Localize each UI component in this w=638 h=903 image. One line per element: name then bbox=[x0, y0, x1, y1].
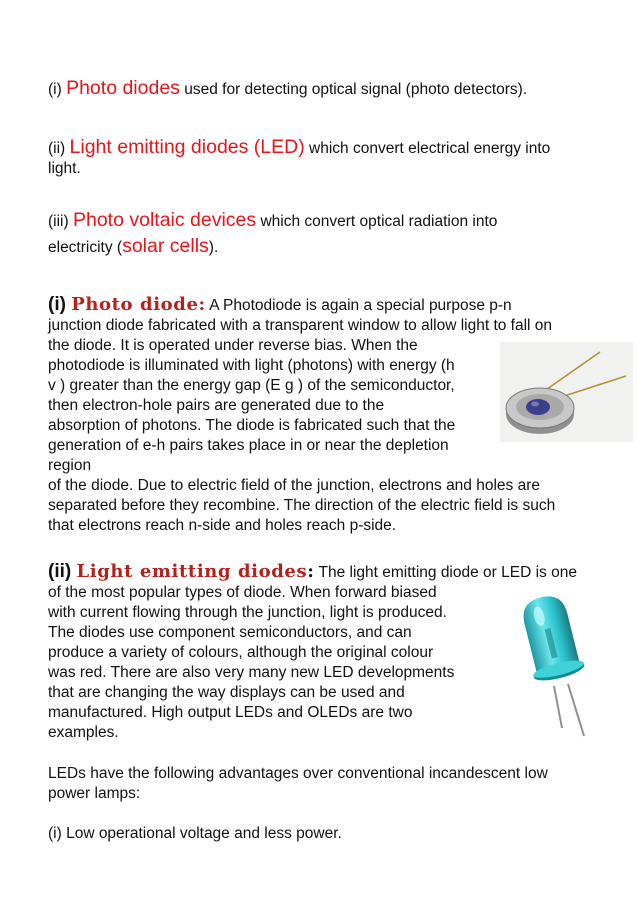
paragraph-line: that are changing the way displays can be used and bbox=[48, 684, 405, 701]
line bbox=[48, 236, 608, 258]
paragraph-line: LEDs have the following advantages over conventional incandescent low bbox=[48, 765, 548, 782]
paragraph-line: then electron-hole pairs are generated due to the bbox=[48, 397, 385, 414]
photodiode-image bbox=[500, 342, 633, 442]
advantage-item bbox=[48, 824, 608, 844]
list-item-led bbox=[48, 137, 608, 179]
advantage-text: (i) Low operational voltage and less power. bbox=[48, 825, 342, 842]
item-number: (ii) bbox=[48, 140, 70, 157]
item-text: electricity ( bbox=[48, 239, 123, 256]
paragraph-line: v ) greater than the energy gap (E g ) of the semiconductor, bbox=[48, 377, 455, 394]
item-text-cont: light. bbox=[48, 160, 81, 177]
paragraph-line: region bbox=[48, 457, 92, 474]
paragraph-line: absorption of photons. The diode is fabricated such that the bbox=[48, 417, 456, 434]
section-title-colon: : bbox=[307, 561, 315, 582]
item-text: used for detecting optical signal (photo detectors). bbox=[179, 81, 528, 98]
highlight-solar-cells: solar cells bbox=[122, 235, 209, 257]
paragraph-line: The diodes use component semiconductors, and can bbox=[48, 624, 412, 641]
list-item-photovoltaic bbox=[48, 210, 608, 258]
paragraph-line: The light emitting diode or LED is one bbox=[314, 564, 577, 581]
paragraph-line: A Photodiode is again a special purpose p-n bbox=[205, 297, 512, 314]
paragraph-line: manufactured. High output LEDs and OLEDs are two bbox=[48, 704, 413, 721]
item-number: (i) bbox=[48, 81, 67, 98]
paragraph-line: of the diode. Due to electric field of the junction, electrons and holes are bbox=[48, 477, 540, 494]
section-number: (i) bbox=[48, 294, 72, 315]
paragraph-line: junction diode fabricated with a transparent window to allow light to fall on bbox=[48, 317, 553, 334]
item-number: (iii) bbox=[48, 213, 73, 230]
item-text: ). bbox=[208, 239, 219, 256]
line bbox=[48, 210, 608, 232]
section-title: Photo diode: bbox=[71, 294, 206, 315]
paragraph-line: separated before they recombine. The direction of the electric field is such bbox=[48, 497, 556, 514]
led-image bbox=[502, 588, 612, 738]
list-item-photo-diodes bbox=[48, 78, 608, 100]
section-number: (ii) bbox=[48, 561, 77, 582]
paragraph-line: power lamps: bbox=[48, 785, 141, 802]
section-heading-line bbox=[48, 562, 628, 583]
highlight-photo-diodes: Photo diodes bbox=[66, 77, 180, 99]
section-advantages bbox=[48, 764, 628, 804]
paragraph-line: was red. There are also very many new LED developments bbox=[48, 664, 455, 681]
highlight-led: Light emitting diodes (LED) bbox=[69, 136, 305, 158]
paragraph-line: produce a variety of colours, although the original colour bbox=[48, 644, 434, 661]
item-text: which convert optical radiation into bbox=[256, 213, 498, 230]
paragraph-line: that electrons reach n-side and holes reach p-side. bbox=[48, 517, 397, 534]
line bbox=[48, 137, 608, 159]
paragraph-line: photodiode is illuminated with light (photons) with energy (h bbox=[48, 357, 455, 374]
paragraph-line: generation of e-h pairs takes place in or near the depletion bbox=[48, 437, 449, 454]
paragraph-line: with current flowing through the junction, light is produced. bbox=[48, 604, 447, 621]
paragraph-line: the diode. It is operated under reverse bias. When the bbox=[48, 337, 418, 354]
highlight-photo-voltaic: Photo voltaic devices bbox=[72, 209, 257, 231]
section-title: Light emitting diodes bbox=[76, 561, 308, 582]
section-heading-line bbox=[48, 295, 628, 316]
paragraph-line: examples. bbox=[48, 724, 119, 741]
item-text: which convert electrical energy into bbox=[304, 140, 551, 157]
paragraph-line: of the most popular types of diode. When forward biased bbox=[48, 584, 437, 601]
